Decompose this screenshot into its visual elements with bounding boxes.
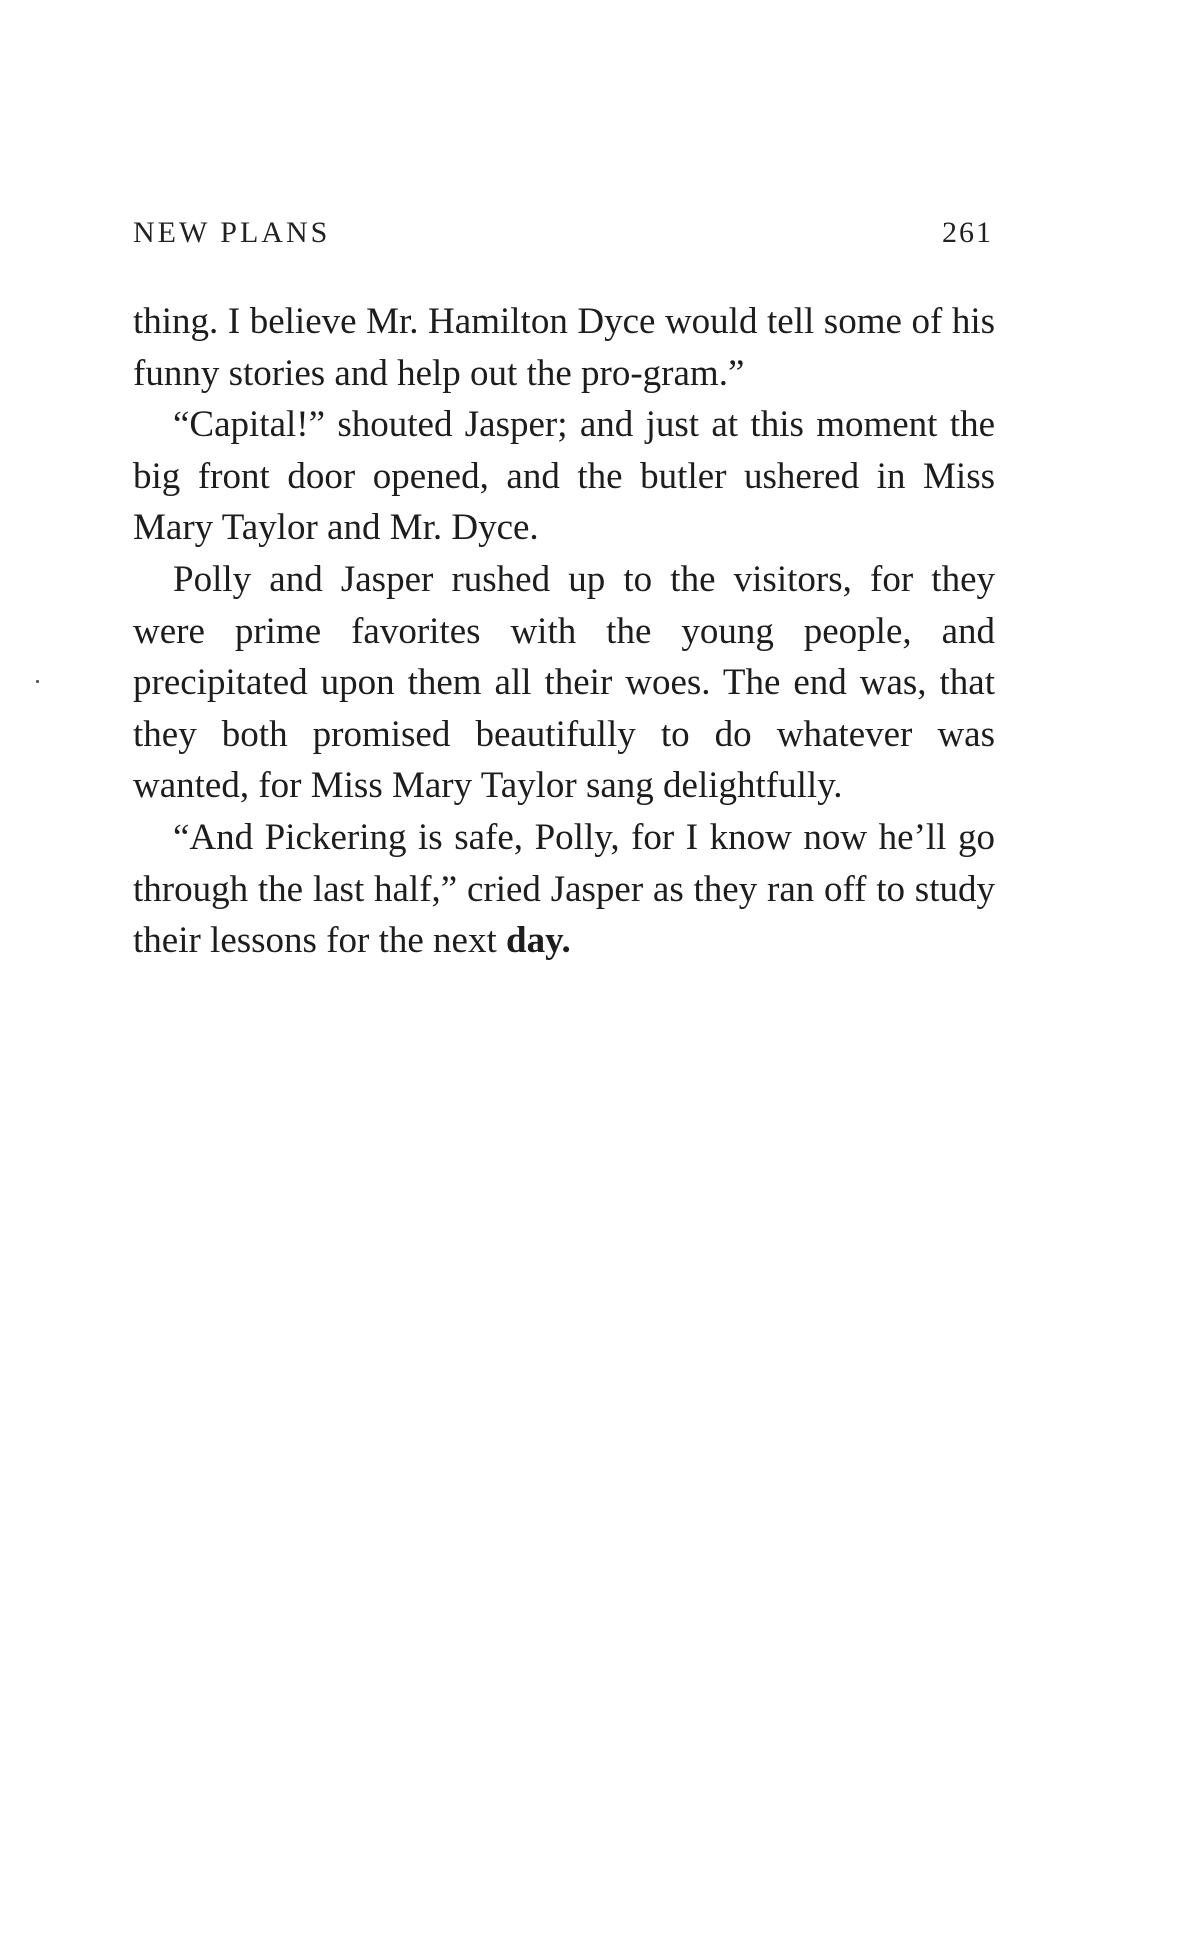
last-word: day. — [506, 920, 571, 962]
paragraph: thing. I believe Mr. Hamilton Dyce would tell some of his funny stories and help out the pro-gram.” — [133, 301, 995, 394]
paragraph-last — [133, 812, 995, 967]
paragraph: “Capital!” shouted Jasper; and just at this moment the big front door opened, and the butler ushered in Miss Mary Taylor and Mr. Dyce. — [133, 404, 995, 549]
page-number: 261 — [942, 216, 993, 249]
paragraph-last-text: “And Pickering is safe, Polly, for I know now he’ll go through the last half,” cried Jasper as they ran off to study their lessons for the next — [133, 816, 995, 962]
body-text — [133, 296, 995, 967]
margin-speck — [36, 680, 39, 683]
paragraph: Polly and Jasper rushed up to the visitors, for they were prime favorites with the young people, and precipitated upon them all their woes. The end was, that they both promised beautifully to do whatever was wanted, for Miss Mary Taylor sang delightfully. — [133, 558, 995, 807]
running-title: NEW PLANS — [133, 216, 331, 249]
running-head — [133, 216, 993, 260]
